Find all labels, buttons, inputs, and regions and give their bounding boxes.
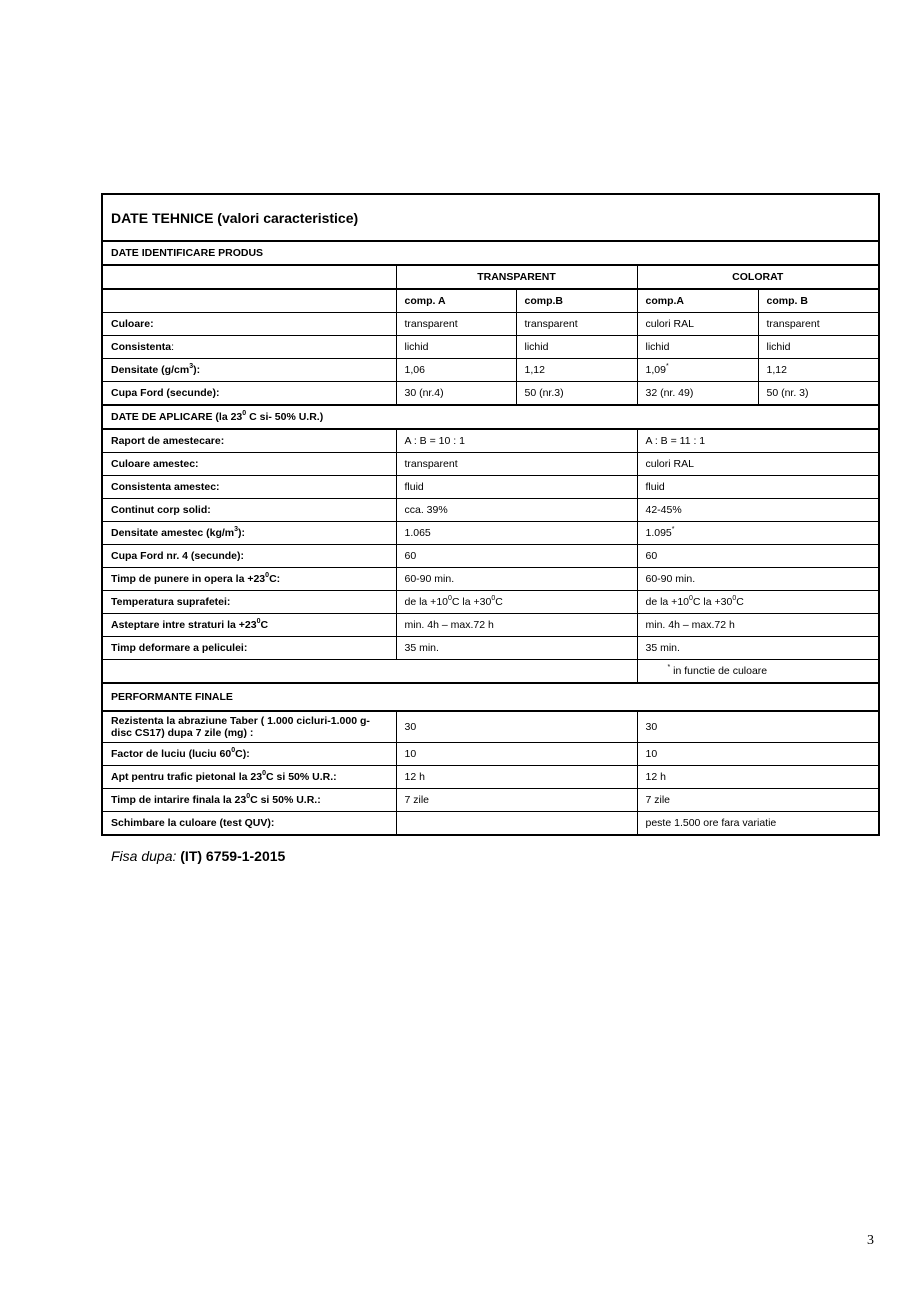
cell-value: transparent bbox=[396, 313, 516, 336]
table-row bbox=[102, 789, 879, 812]
cell-value: 1,12 bbox=[758, 359, 879, 382]
component-header-row bbox=[102, 289, 879, 313]
cell-value: 1.065 bbox=[396, 522, 637, 545]
cell-value: 10 bbox=[637, 743, 879, 766]
table-row bbox=[102, 637, 879, 660]
table-row bbox=[102, 591, 879, 614]
cell-value: 50 (nr.3) bbox=[516, 382, 637, 406]
cell-value: 30 bbox=[637, 711, 879, 743]
row-label: Continut corp solid: bbox=[102, 499, 396, 522]
row-label: Culoare amestec: bbox=[102, 453, 396, 476]
header-t-comp-b: comp.B bbox=[516, 289, 637, 313]
cell-value: 1,06 bbox=[396, 359, 516, 382]
cell-value: lichid bbox=[516, 336, 637, 359]
source-code: (IT) 6759-1-2015 bbox=[176, 848, 286, 864]
table-row bbox=[102, 766, 879, 789]
row-label: Densitate amestec $(kg/m^3)$: bbox=[102, 522, 396, 545]
table-row bbox=[102, 359, 879, 382]
cell-value: 1,09* bbox=[637, 359, 758, 382]
cell-value: cca. 39% bbox=[396, 499, 637, 522]
header-colorat: COLORAT bbox=[637, 265, 879, 289]
header-c-comp-a: comp.A bbox=[637, 289, 758, 313]
cell-value: culori RAL bbox=[637, 453, 879, 476]
table-row bbox=[102, 429, 879, 453]
row-label: Culoare: bbox=[102, 313, 396, 336]
row-label: Schimbare la culoare (test QUV): bbox=[102, 812, 396, 836]
cell-value: 10 bbox=[396, 743, 637, 766]
row-label: Consistenta amestec: bbox=[102, 476, 396, 499]
section-aplicare: DATE DE APLICARE (la $23^0$ C si- 50% U.R.) bbox=[102, 405, 879, 429]
section-identificare: DATE IDENTIFICARE PRODUS bbox=[102, 241, 879, 265]
row-label: Rezistenta la abraziune Taber ( 1.000 cicluri-1.000 g-disc CS17) dupa 7 zile (mg) : bbox=[102, 711, 396, 743]
header-t-comp-a: comp. A bbox=[396, 289, 516, 313]
source-reference bbox=[111, 848, 285, 864]
cell-value: 60 bbox=[396, 545, 637, 568]
table-row bbox=[102, 476, 879, 499]
cell-value: lichid bbox=[637, 336, 758, 359]
table-row bbox=[102, 545, 879, 568]
row-label: Apt pentru trafic pietonal la $23^0C$ si 50% U.R.: bbox=[102, 766, 396, 789]
page-number: 3 bbox=[867, 1233, 874, 1248]
row-label: Temperatura suprafetei: bbox=[102, 591, 396, 614]
row-label: Asteptare intre straturi la $+23^0C$ bbox=[102, 614, 396, 637]
table-row bbox=[102, 453, 879, 476]
cell-value bbox=[396, 812, 637, 836]
cell-value: A : B = 11 : 1 bbox=[637, 429, 879, 453]
cell-value: 7 zile bbox=[637, 789, 879, 812]
row-label: Raport de amestecare: bbox=[102, 429, 396, 453]
cell-value: fluid bbox=[637, 476, 879, 499]
cell-value: de la $+10^0C$ la $+30^0C$ bbox=[396, 591, 637, 614]
table-row bbox=[102, 336, 879, 359]
table-row bbox=[102, 522, 879, 545]
row-label: Consistenta: bbox=[102, 336, 396, 359]
cell-value: 30 bbox=[396, 711, 637, 743]
section-header-row bbox=[102, 241, 879, 265]
table-row bbox=[102, 711, 879, 743]
cell-value: transparent bbox=[758, 313, 879, 336]
footnote-row bbox=[102, 660, 879, 684]
cell-value: 42-45% bbox=[637, 499, 879, 522]
cell-value: 12 h bbox=[637, 766, 879, 789]
cell-value: min. 4h – max.72 h bbox=[396, 614, 637, 637]
table-row bbox=[102, 499, 879, 522]
technical-data-table bbox=[101, 193, 880, 836]
table-title: DATE TEHNICE (valori caracteristice) bbox=[102, 194, 879, 241]
source-prefix: Fisa dupa: bbox=[111, 848, 177, 864]
row-label: Cupa Ford (secunde): bbox=[102, 382, 396, 406]
cell-value: 60-90 min. bbox=[637, 568, 879, 591]
cell-value: 7 zile bbox=[396, 789, 637, 812]
table-title-row bbox=[102, 194, 879, 241]
cell-value: 35 min. bbox=[637, 637, 879, 660]
cell-value: transparent bbox=[396, 453, 637, 476]
section-performante: PERFORMANTE FINALE bbox=[102, 683, 879, 711]
row-label: Densitate $(g/cm^3)$: bbox=[102, 359, 396, 382]
header-transparent: TRANSPARENT bbox=[396, 265, 637, 289]
cell-value: A : B = 10 : 1 bbox=[396, 429, 637, 453]
cell-value: de la $+10^0C$ la $+30^0C$ bbox=[637, 591, 879, 614]
cell-value: 12 h bbox=[396, 766, 637, 789]
cell-value: lichid bbox=[758, 336, 879, 359]
table-row bbox=[102, 743, 879, 766]
table-row bbox=[102, 382, 879, 406]
header-c-comp-b: comp. B bbox=[758, 289, 879, 313]
group-header-row bbox=[102, 265, 879, 289]
cell-value: fluid bbox=[396, 476, 637, 499]
cell-value: 50 (nr. 3) bbox=[758, 382, 879, 406]
cell-value: lichid bbox=[396, 336, 516, 359]
row-label: Factor de luciu (luciu $60^0C$): bbox=[102, 743, 396, 766]
row-label: Timp de punere in opera la $+23^0C$: bbox=[102, 568, 396, 591]
cell-value: 32 (nr. 49) bbox=[637, 382, 758, 406]
cell-value: min. 4h – max.72 h bbox=[637, 614, 879, 637]
cell-value: culori RAL bbox=[637, 313, 758, 336]
section-header-row bbox=[102, 405, 879, 429]
cell-value: 30 (nr.4) bbox=[396, 382, 516, 406]
cell-value: 60 bbox=[637, 545, 879, 568]
cell-value: 1,12 bbox=[516, 359, 637, 382]
row-label: Timp de intarire finala la $23^0C$ si 50% U.R.: bbox=[102, 789, 396, 812]
cell-value: transparent bbox=[516, 313, 637, 336]
row-label: Cupa Ford nr. 4 (secunde): bbox=[102, 545, 396, 568]
cell-value: peste 1.500 ore fara variatie bbox=[637, 812, 879, 836]
cell-value: 35 min. bbox=[396, 637, 637, 660]
table-row bbox=[102, 568, 879, 591]
cell-value: 1.095* bbox=[637, 522, 879, 545]
footnote-color: * in functie de culoare bbox=[637, 660, 879, 684]
table-row bbox=[102, 313, 879, 336]
section-header-row bbox=[102, 683, 879, 711]
row-label: Timp deformare a peliculei: bbox=[102, 637, 396, 660]
cell-value: 60-90 min. bbox=[396, 568, 637, 591]
table-row bbox=[102, 614, 879, 637]
table-row bbox=[102, 812, 879, 836]
